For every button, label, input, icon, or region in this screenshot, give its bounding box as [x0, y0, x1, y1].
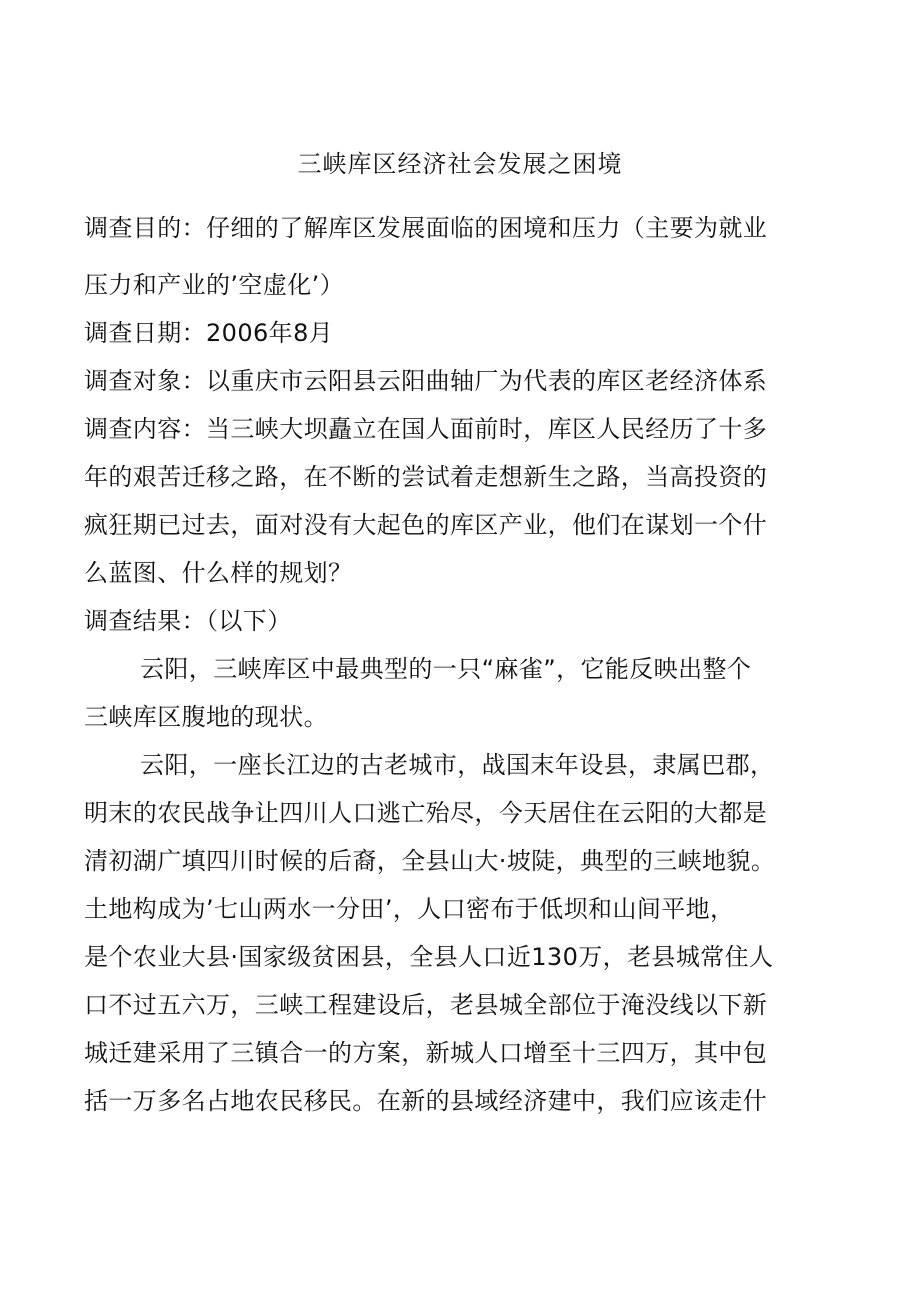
paragraph-1-line-1: 云阳，三峡库区中最典型的一只“麻雀”，它能反映出整个 — [140, 655, 752, 683]
paragraph-2-line-8: 括一万多名占地农民移民。在新的县域经济建中，我们应该走什 — [84, 1087, 768, 1115]
paragraph-2-line-3: 清初湖广填四川时候的后裔，全县山大·坡陡，典型的三峡地貌。 — [84, 847, 776, 875]
text-line-content-1: 调查内容：当三峡大坝矗立在国人面前时，库区人民经历了十多 — [84, 415, 768, 443]
text-line-purpose-1: 调查目的：仔细的了解库区发展面临的困境和压力（主要为就业 — [84, 214, 768, 242]
text-line-date: 调查日期：2006年8月 — [84, 319, 334, 347]
paragraph-2-line-7: 城迁建采用了三镇合一的方案，新城人口增至十三四万，其中包 — [84, 1039, 768, 1067]
paragraph-2-line-1: 云阳，一座长江边的古老城市，战国末年设县，隶属巴郡， — [140, 751, 775, 779]
paragraph-2-line-2: 明末的农民战争让四川人口逃亡殆尽，今天居住在云阳的大都是 — [84, 799, 768, 827]
paragraph-2-line-5: 是个农业大县·国家级贫困县，全县人口近130万，老县城常住人 — [84, 943, 774, 971]
text-line-subject: 调查对象：以重庆市云阳县云阳曲轴厂为代表的库区老经济体系 — [84, 367, 768, 395]
paragraph-2-line-6: 口不过五六万，三峡工程建设后，老县城全部位于淹没线以下新 — [84, 991, 768, 1019]
paragraph-2-line-4: 土地构成为’七山两水一分田’，人口密布于低坝和山间平地， — [84, 895, 735, 923]
text-line-purpose-2: 压力和产业的’空虚化’） — [84, 271, 345, 299]
text-line-content-3: 疯狂期已过去，面对没有大起色的库区产业，他们在谋划一个什 — [84, 511, 768, 539]
text-line-content-4: 么蓝图、什么样的规划？ — [84, 559, 353, 587]
paragraph-1-line-2: 三峡库区腹地的现状。 — [84, 703, 328, 731]
text-line-result: 调查结果：（以下） — [84, 607, 292, 635]
document-title: 三峡库区经济社会发展之困境 — [297, 150, 623, 178]
text-line-content-2: 年的艰苦迁移之路，在不断的尝试着走想新生之路，当高投资的 — [84, 463, 768, 491]
